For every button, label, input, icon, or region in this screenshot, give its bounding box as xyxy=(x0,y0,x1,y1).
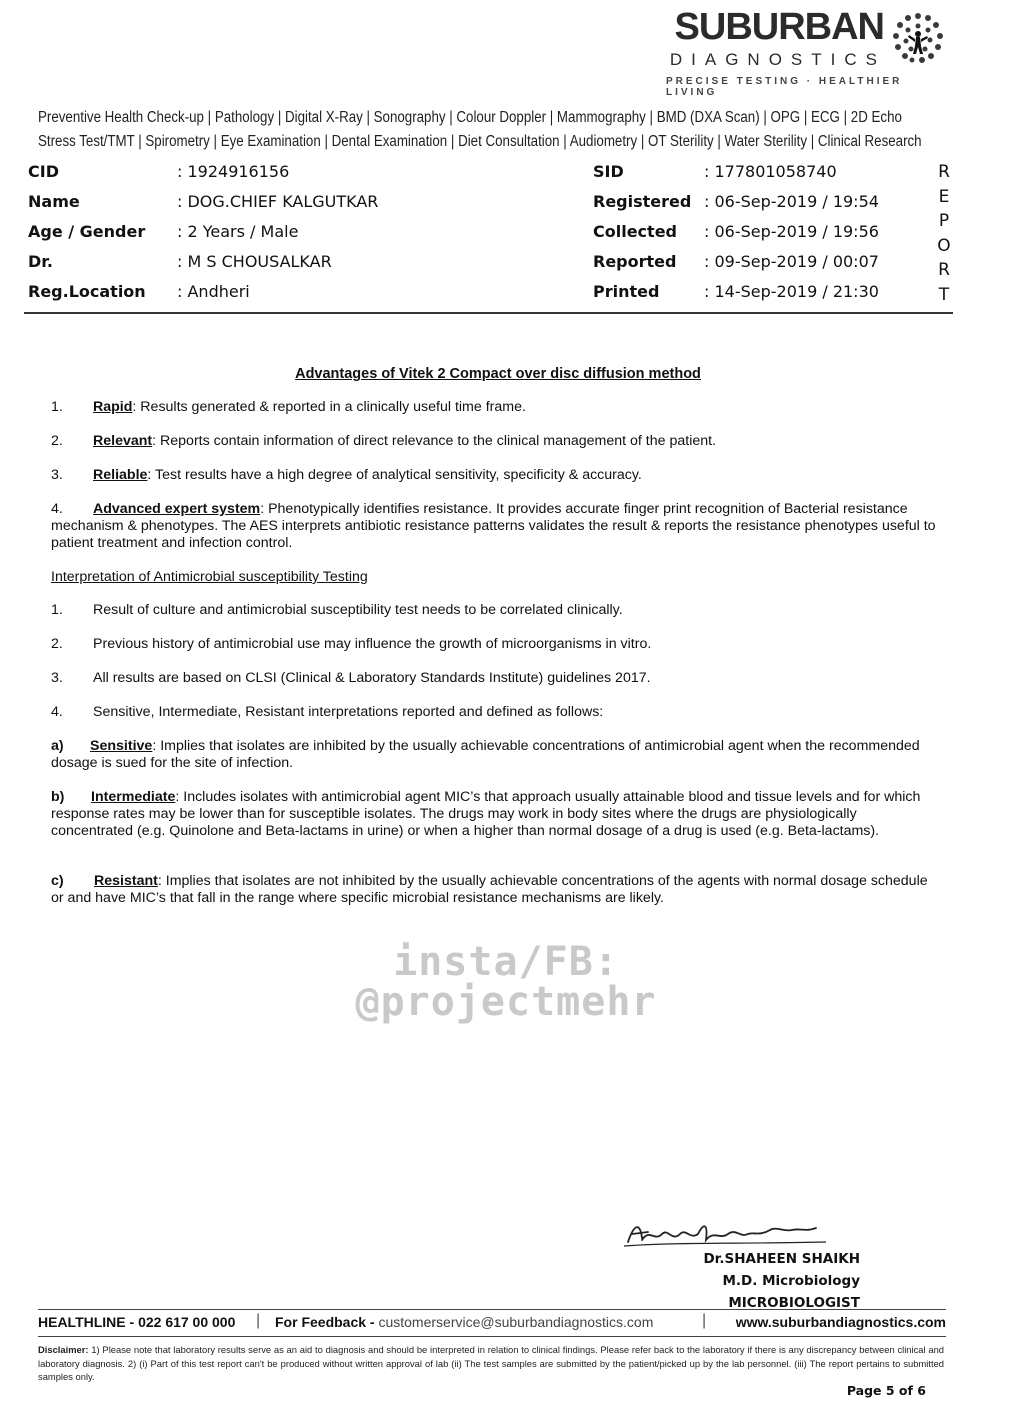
report-letter: T xyxy=(938,284,950,305)
feedback-label: For Feedback - xyxy=(275,1314,379,1330)
list-item xyxy=(93,433,942,450)
cid-value: : 1924916156 xyxy=(177,162,290,181)
list-item xyxy=(51,501,942,552)
logo-brand-text: SUBURBAN xyxy=(674,6,884,48)
definition-text: : Includes isolates with antimicrobial agent MIC’s that approach usually attainable blood and tissue levels and for which response rates may be lower than for susceptible isolates. The drugs may work in body sites where the drugs are physiologically concentrated (e.g. Quinolone and Beta-lactams in urine) or when a higher than normal dosage of a drug is used (e.g. Beta-lactams). xyxy=(51,789,921,839)
printed-label: Printed xyxy=(593,282,660,301)
list-item-term: Relevant xyxy=(93,433,153,449)
report-letter: P xyxy=(938,211,950,231)
list-item-term: Rapid xyxy=(93,399,133,415)
list-item-text: Result of culture and antimicrobial susceptibility test needs to be correlated clinically. xyxy=(93,602,623,618)
definition-item xyxy=(51,789,942,840)
collected-value: : 06-Sep-2019 / 19:56 xyxy=(704,222,879,241)
healthline-number: HEALTHLINE - 022 617 00 000 xyxy=(38,1314,236,1330)
list-item-text: : Test results have a high degree of analytical sensitivity, specificity & accuracy. xyxy=(147,467,642,483)
report-letter: R xyxy=(938,260,950,280)
list-item xyxy=(93,467,942,484)
brand-logo xyxy=(666,6,946,98)
logo-dots-icon xyxy=(890,10,946,66)
feedback-email-link[interactable]: customerservice@suburbandiagnostics.com xyxy=(378,1314,654,1330)
list-number: 3. xyxy=(51,670,63,686)
sid-value: : 177801058740 xyxy=(704,162,837,181)
list-number: 1. xyxy=(51,399,63,415)
doctor-value: : M S CHOUSALKAR xyxy=(177,252,332,271)
definition-item xyxy=(51,873,942,907)
disclaimer-label: Disclaimer: xyxy=(38,1344,89,1355)
list-item-text: Previous history of antimicrobial use may influence the growth of microorganisms in vitro. xyxy=(93,636,652,652)
disclaimer-text xyxy=(38,1343,944,1384)
website-link[interactable]: www.suburbandiagnostics.com xyxy=(735,1314,946,1330)
name-label: Name xyxy=(28,192,80,211)
doctor-name: Dr.SHAHEEN SHAIKH xyxy=(703,1251,860,1267)
registered-value: : 06-Sep-2019 / 19:54 xyxy=(704,192,879,211)
doctor-label: Dr. xyxy=(28,252,53,271)
definition-letter: c) xyxy=(51,873,64,889)
list-number: 2. xyxy=(51,433,63,449)
age-gender-value: : 2 Years / Male xyxy=(177,222,299,241)
definition-text: : Implies that isolates are not inhibited by the usually achievable concentrations of the agents with normal dosage schedule or and have MIC’s that fall in the range where specific microbial resistance mechanisms are likely. xyxy=(51,873,928,906)
subsection-heading: Interpretation of Antimicrobial susceptibility Testing xyxy=(51,569,368,585)
definition-letter: b) xyxy=(51,789,65,805)
doctor-degree: M.D. Microbiology xyxy=(722,1273,860,1289)
definition-term: Resistant xyxy=(94,873,158,889)
disclaimer-body: 1) Please note that laboratory results serve as an aid to diagnosis and should be interpreted in relation to clinical findings. Please refer back to the laboratory if there is any discrepancy between clinical and laboratory diagnosis. 2) (i) Part of this test report can't be produced without written approval of lab (ii) The test samples are submitted by the patient/picked up by the lab personnel. (iii) The report pertains to submitted samples only. xyxy=(38,1344,944,1382)
watermark-line-2: @projectmehr xyxy=(355,979,657,1025)
page-number: Page 5 of 6 xyxy=(846,1383,926,1398)
registered-label: Registered xyxy=(593,192,692,211)
header-divider xyxy=(24,312,953,314)
list-number: 4. xyxy=(51,501,63,517)
logo-tagline: PRECISE TESTING · HEALTHIER LIVING xyxy=(666,76,903,98)
watermark-line-1: insta/FB: xyxy=(393,939,619,985)
feedback-line xyxy=(275,1314,653,1330)
signature-image xyxy=(620,1218,830,1252)
footer-separator: | xyxy=(256,1312,261,1329)
list-number: 3. xyxy=(51,467,63,483)
reported-label: Reported xyxy=(593,252,677,271)
sid-label: SID xyxy=(593,162,624,181)
list-item xyxy=(93,399,942,416)
section-title: Advantages of Vitek 2 Compact over disc diffusion method xyxy=(295,366,701,382)
report-letter: R xyxy=(938,162,950,182)
list-item-text: : Results generated & reported in a clinically useful time frame. xyxy=(132,399,526,415)
reg-location-value: : Andheri xyxy=(177,282,250,301)
definition-letter: a) xyxy=(51,738,64,754)
list-item-term: Reliable xyxy=(93,467,148,483)
name-value: : DOG.CHIEF KALGUTKAR xyxy=(177,192,379,211)
footer-divider-top xyxy=(38,1309,946,1310)
list-item-text: All results are based on CLSI (Clinical & Laboratory Standards Institute) guidelines 2017. xyxy=(93,670,651,686)
printed-value: : 14-Sep-2019 / 21:30 xyxy=(704,282,879,301)
list-number: 1. xyxy=(51,602,63,618)
report-letter: O xyxy=(937,235,951,256)
footer-divider-bottom xyxy=(38,1336,946,1337)
report-letter: E xyxy=(938,186,950,207)
list-item-text: Sensitive, Intermediate, Resistant interpretations reported and defined as follows: xyxy=(93,704,604,720)
list-item-term: Advanced expert system xyxy=(93,501,261,517)
age-gender-label: Age / Gender xyxy=(28,222,146,241)
logo-sub-text: DIAGNOSTICS xyxy=(669,50,886,69)
collected-label: Collected xyxy=(593,222,677,241)
footer-separator: | xyxy=(702,1312,707,1329)
definition-term: Intermediate xyxy=(91,789,176,805)
report-vertical-label xyxy=(936,160,952,307)
list-item-text: : Reports contain information of direct relevance to the clinical management of the patient. xyxy=(152,433,717,449)
reported-value: : 09-Sep-2019 / 00:07 xyxy=(704,252,879,271)
definition-item xyxy=(51,738,942,772)
list-item-text: : Phenotypically identifies resistance. It provides accurate finger print recognition of Bacterial resistance mechanism & phenotypes. The AES interprets antibiotic resistance patterns validates the result & reports the resistance phenotypes useful to patient treatment and infection control. xyxy=(51,501,936,551)
list-number: 2. xyxy=(51,636,63,652)
cid-label: CID xyxy=(28,162,59,181)
definition-term: Sensitive xyxy=(90,738,153,754)
list-number: 4. xyxy=(51,704,63,720)
services-list-line-1: Preventive Health Check-up | Pathology | Digital X-Ray | Sonography | Colour Doppler | Mammography | BMD (DXA Scan) | OPG | ECG | 2D Echo xyxy=(38,109,902,126)
services-list-line-2: Stress Test/TMT | Spirometry | Eye Examination | Dental Examination | Diet Consultation | Audiometry | OT Sterility | Water Sterility | Clinical Research xyxy=(38,133,922,150)
reg-location-label: Reg.Location xyxy=(28,282,146,301)
doctor-role: MICROBIOLOGIST xyxy=(728,1295,860,1311)
definition-text: : Implies that isolates are inhibited by the usually achievable concentrations of antimicrobial agent when the recommended dosage is sued for the site of infection. xyxy=(51,738,920,771)
